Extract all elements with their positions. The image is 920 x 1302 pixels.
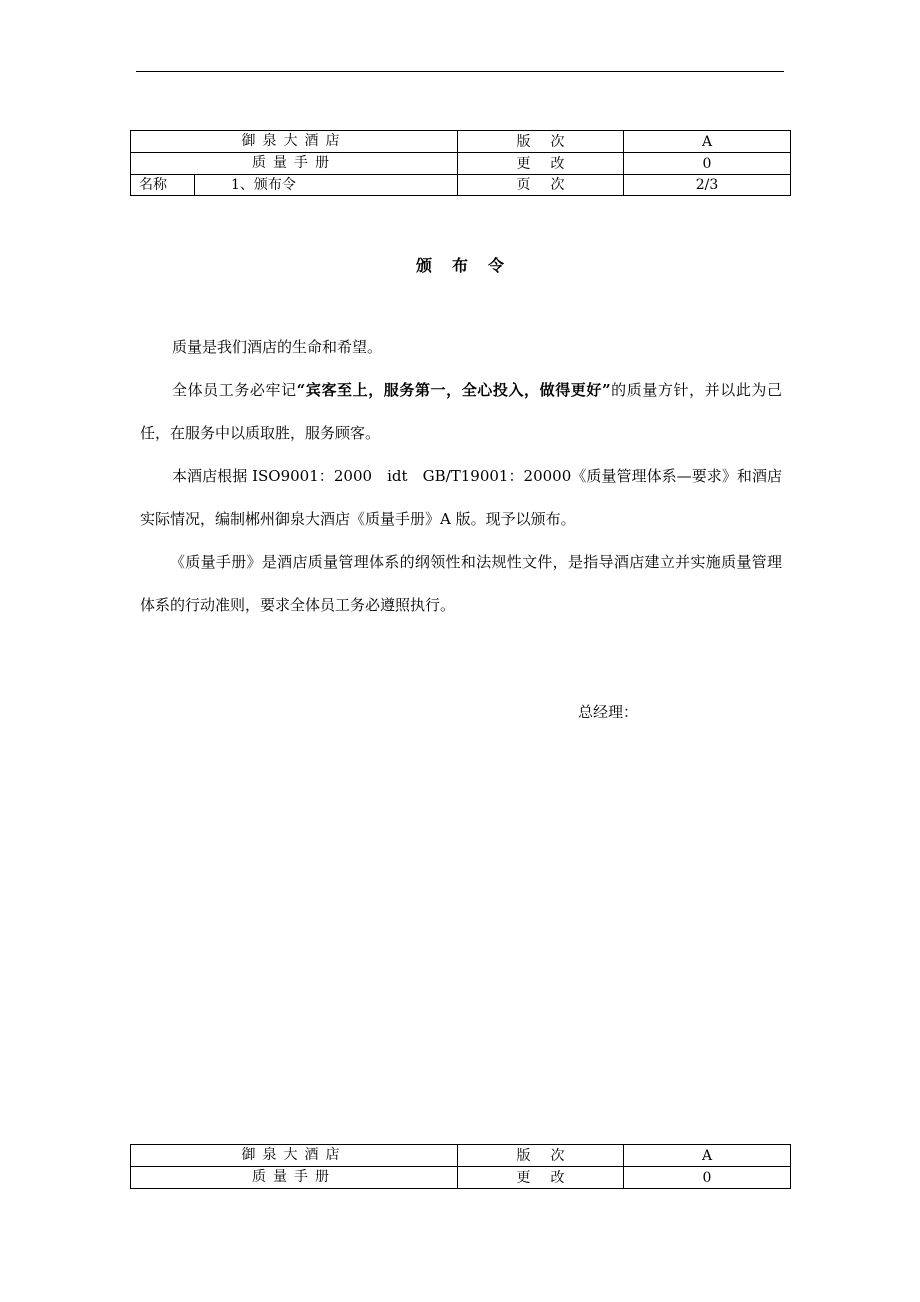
name-label: 名称: [131, 175, 195, 196]
quality-policy: “宾客至上，服务第一，全心投入，做得更好”: [296, 381, 611, 399]
manual-name: 质量手册: [131, 153, 458, 175]
document-body: [140, 326, 782, 627]
edition-value: A: [624, 1145, 791, 1167]
revision-label: 更改: [458, 153, 624, 175]
edition-label: 版次: [458, 131, 624, 153]
paragraph-2: [140, 369, 782, 455]
hotel-name: 御泉大酒店: [131, 1145, 458, 1167]
edition-label: 版次: [458, 1145, 624, 1167]
paragraph-1: 质量是我们酒店的生命和希望。: [172, 338, 383, 356]
document-header-table: [130, 130, 791, 196]
header-rule: [136, 71, 784, 72]
page-label: 页次: [458, 175, 624, 196]
revision-label: 更改: [458, 1167, 624, 1189]
paragraph-2-suffix: 的质量方针，并以此为己任，在服务中以质取胜，服务顾客。: [140, 381, 782, 442]
next-page-header-table: [130, 1144, 791, 1189]
document-title: 颁布令: [415, 256, 524, 275]
paragraph-4: 《质量手册》是酒店质量管理体系的纲领性和法规性文件，是指导酒店建立并实施质量管理体系的行动准则，要求全体员工务必遵照执行。: [140, 553, 782, 614]
page-value: 2/3: [624, 175, 791, 196]
hotel-name: 御泉大酒店: [131, 131, 458, 153]
revision-value: 0: [624, 153, 791, 175]
manual-name: 质量手册: [131, 1167, 458, 1189]
revision-value: 0: [624, 1167, 791, 1189]
paragraph-3: 本酒店根据 ISO9001：2000 idt GB/T19001：20000《质量管理体系—要求》和酒店实际情况，编制郴州御泉大酒店《质量手册》A 版。现予以颁布。: [140, 467, 782, 528]
edition-value: A: [624, 131, 791, 153]
signature-line: 总经理：: [578, 703, 639, 721]
name-value: 1、颁布令: [195, 175, 458, 196]
paragraph-2-prefix: 全体员工务必牢记: [172, 381, 297, 399]
